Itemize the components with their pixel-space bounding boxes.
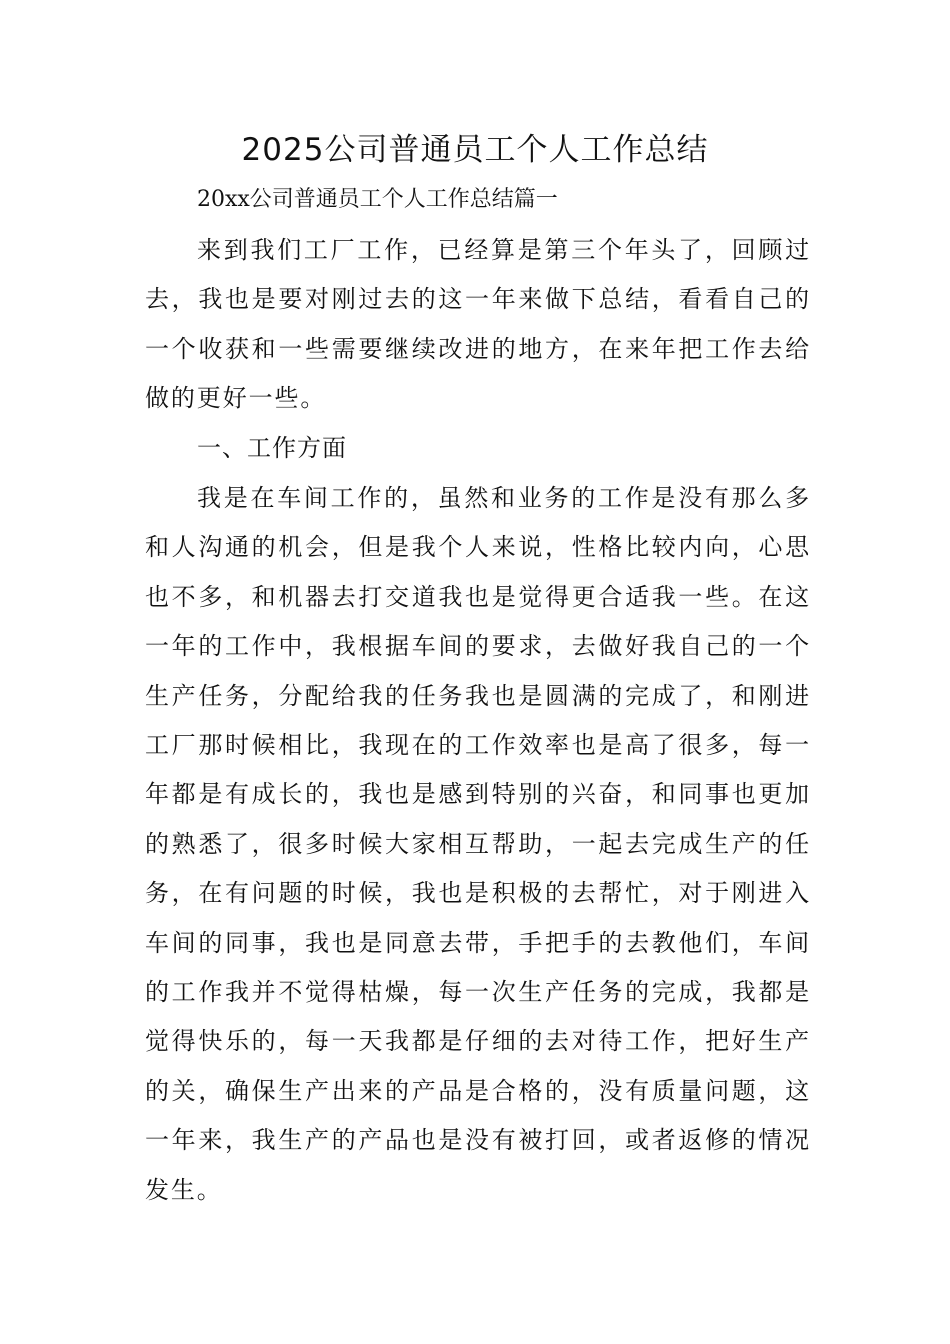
document-title: 2025公司普通员工个人工作总结 xyxy=(241,132,709,168)
paragraph-intro: 来到我们工厂工作，已经算是第三个年头了，回顾过去，我也是要对刚过去的这一年来做下总结，看看自己的一个收获和一些需要继续改进的地方，在来年把工作去给做的更好一些。 xyxy=(145,236,811,413)
paragraph-work: 我是在车间工作的，虽然和业务的工作是没有那么多和人沟通的机会，但是我个人来说，性格比较内向，心思也不多，和机器去打交道我也是觉得更合适我一些。在这一年的工作中，我根据车间的要求，去做好我自己的一个生产任务，分配给我的任务我也是圆满的完成了，和刚进工厂那时候相比，我现在的工作效率也是高了很多，每一年都是有成长的，我也是感到特别的兴奋，和同事也更加的熟悉了，很多时候大家相互帮助，一起去完成生产的任务，在有问题的时候，我也是积极的去帮忙，对于刚进入车间的同事，我也是同意去带，手把手的去教他们，车间的工作我并不觉得枯燥，每一次生产任务的完成，我都是觉得快乐的，每一天我都是仔细的去对待工作，把好生产的关，确保生产出来的产品是合格的，没有质量问题，这一年来，我生产的产品也是没有被打回，或者返修的情况发生。 xyxy=(145,484,811,1204)
document-subtitle: 20xx公司普通员工个人工作总结篇一 xyxy=(197,187,558,212)
section-heading-work: 一、工作方面 xyxy=(197,434,347,462)
